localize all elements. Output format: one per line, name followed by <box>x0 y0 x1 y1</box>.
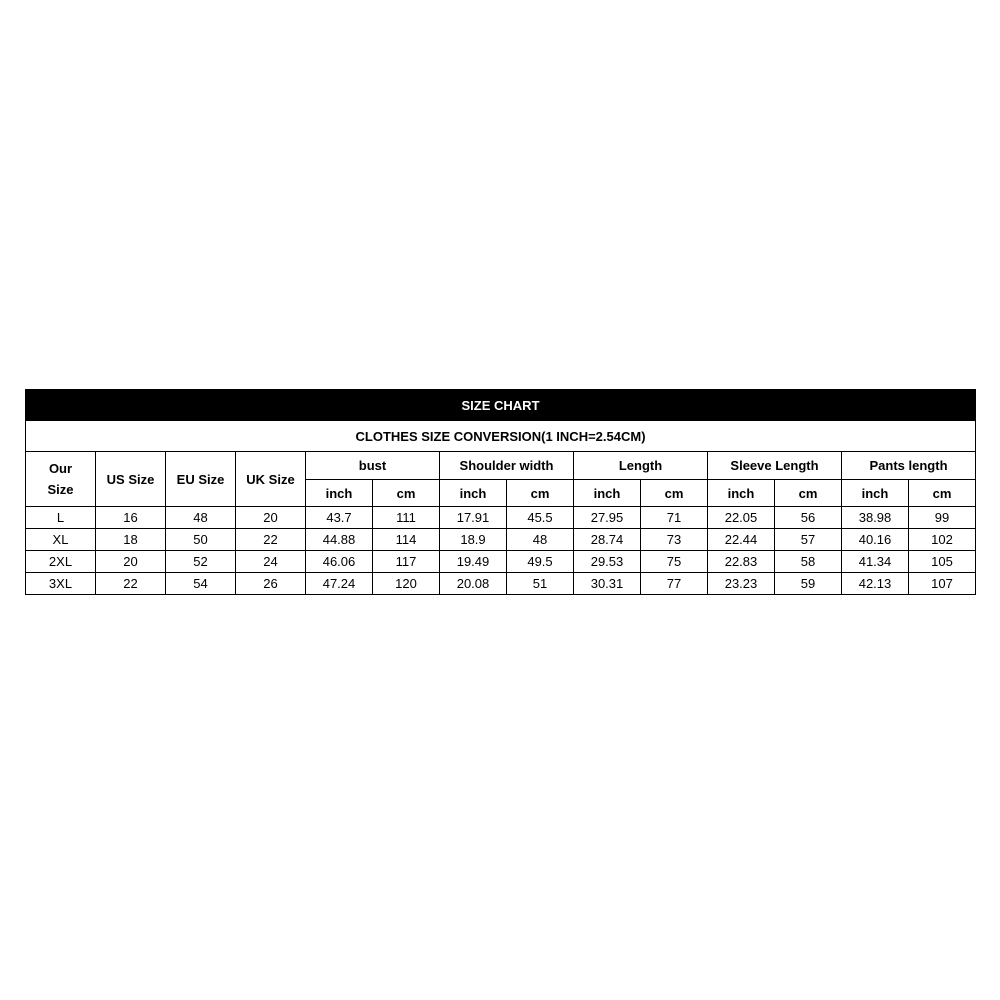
bust-inch-cell: 46.06 <box>306 551 373 573</box>
pants-cm-cell: 99 <box>909 507 976 529</box>
conversion-subtitle: CLOTHES SIZE CONVERSION(1 INCH=2.54CM) <box>26 421 976 452</box>
table-row <box>26 573 976 595</box>
unit-inch-header: inch <box>440 480 507 507</box>
pants-cm-cell: 102 <box>909 529 976 551</box>
sleeve-inch-cell: 23.23 <box>708 573 775 595</box>
shoulder-inch-cell: 20.08 <box>440 573 507 595</box>
our-size-header-line2: Size <box>47 482 74 497</box>
unit-inch-header: inch <box>842 480 909 507</box>
sleeve-cm-cell: 56 <box>775 507 842 529</box>
shoulder-cm-cell: 51 <box>507 573 574 595</box>
eu-size-cell: 54 <box>166 573 236 595</box>
bust-cm-cell: 117 <box>373 551 440 573</box>
pants-cm-cell: 105 <box>909 551 976 573</box>
sleeve-cm-cell: 59 <box>775 573 842 595</box>
pants-cm-cell: 107 <box>909 573 976 595</box>
length-cm-cell: 77 <box>641 573 708 595</box>
eu-size-cell: 52 <box>166 551 236 573</box>
bust-cm-cell: 111 <box>373 507 440 529</box>
uk-size-header: UK Size <box>236 452 306 507</box>
us-size-header: US Size <box>96 452 166 507</box>
bust-header: bust <box>306 452 440 480</box>
bust-cm-cell: 114 <box>373 529 440 551</box>
us-size-cell: 22 <box>96 573 166 595</box>
unit-cm-header: cm <box>373 480 440 507</box>
our-size-cell: L <box>26 507 96 529</box>
shoulder-cm-cell: 48 <box>507 529 574 551</box>
our-size-header-line1: Our <box>48 461 73 476</box>
shoulder-inch-cell: 18.9 <box>440 529 507 551</box>
eu-size-cell: 48 <box>166 507 236 529</box>
our-size-cell: 2XL <box>26 551 96 573</box>
sleeve-length-header: Sleeve Length <box>708 452 842 480</box>
table-row <box>26 507 976 529</box>
shoulder-cm-cell: 49.5 <box>507 551 574 573</box>
sleeve-inch-cell: 22.05 <box>708 507 775 529</box>
our-size-header <box>26 452 96 507</box>
uk-size-cell: 24 <box>236 551 306 573</box>
pants-inch-cell: 42.13 <box>842 573 909 595</box>
shoulder-inch-cell: 19.49 <box>440 551 507 573</box>
length-inch-cell: 29.53 <box>574 551 641 573</box>
length-inch-cell: 27.95 <box>574 507 641 529</box>
uk-size-cell: 22 <box>236 529 306 551</box>
pants-inch-cell: 41.34 <box>842 551 909 573</box>
shoulder-inch-cell: 17.91 <box>440 507 507 529</box>
unit-cm-header: cm <box>641 480 708 507</box>
length-cm-cell: 71 <box>641 507 708 529</box>
uk-size-cell: 20 <box>236 507 306 529</box>
bust-inch-cell: 43.7 <box>306 507 373 529</box>
length-cm-cell: 75 <box>641 551 708 573</box>
size-chart-table <box>25 389 976 595</box>
pants-length-header: Pants length <box>842 452 976 480</box>
us-size-cell: 16 <box>96 507 166 529</box>
unit-cm-header: cm <box>775 480 842 507</box>
shoulder-width-header: Shoulder width <box>440 452 574 480</box>
eu-size-cell: 50 <box>166 529 236 551</box>
us-size-cell: 18 <box>96 529 166 551</box>
us-size-cell: 20 <box>96 551 166 573</box>
our-size-cell: XL <box>26 529 96 551</box>
bust-inch-cell: 44.88 <box>306 529 373 551</box>
table-row <box>26 529 976 551</box>
sleeve-cm-cell: 58 <box>775 551 842 573</box>
sleeve-inch-cell: 22.83 <box>708 551 775 573</box>
length-inch-cell: 30.31 <box>574 573 641 595</box>
length-inch-cell: 28.74 <box>574 529 641 551</box>
length-cm-cell: 73 <box>641 529 708 551</box>
sleeve-cm-cell: 57 <box>775 529 842 551</box>
unit-cm-header: cm <box>507 480 574 507</box>
uk-size-cell: 26 <box>236 573 306 595</box>
bust-inch-cell: 47.24 <box>306 573 373 595</box>
unit-inch-header: inch <box>574 480 641 507</box>
shoulder-cm-cell: 45.5 <box>507 507 574 529</box>
bust-cm-cell: 120 <box>373 573 440 595</box>
unit-inch-header: inch <box>306 480 373 507</box>
unit-cm-header: cm <box>909 480 976 507</box>
pants-inch-cell: 40.16 <box>842 529 909 551</box>
eu-size-header: EU Size <box>166 452 236 507</box>
unit-inch-header: inch <box>708 480 775 507</box>
pants-inch-cell: 38.98 <box>842 507 909 529</box>
length-header: Length <box>574 452 708 480</box>
our-size-cell: 3XL <box>26 573 96 595</box>
size-chart-title: SIZE CHART <box>26 390 976 421</box>
sleeve-inch-cell: 22.44 <box>708 529 775 551</box>
table-row <box>26 551 976 573</box>
